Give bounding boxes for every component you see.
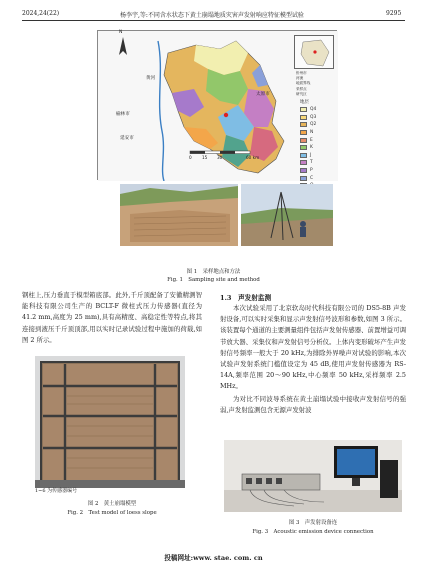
figure2-caption-cn: 图 2 黄土崩塌模型 (87, 501, 137, 507)
sampling-photo (241, 184, 333, 246)
strata-legend-item (300, 114, 316, 122)
inset-legend (296, 71, 310, 97)
header-volume: 2024,24(22) (22, 10, 60, 17)
inset-legend-boundary: 地质界线 (296, 81, 311, 86)
section-paragraph-1: 本次试验采用了北京软岛时代科技有限公司的 DS5-8B 声发射设备,可以实时采集和显示声发射信号波形和参数,如图 3 所示。该装置每个通道的主要测量组件包括声发射传感器、前置增益可调节放大器、采集仪和声发射信号分析仪。上体内变形破坏产生声发射信号频率一般大于 20 kHz,为排除外界噪声对试验的影响,本次试验声发射系统门槛值设定为 45 dB,使用声发射传感器为 RS-14A,频率范围 20～90 kHz,中心频率 50 kHz,采样频率 2.5 MHz。 (220, 304, 406, 391)
strata-legend-swatch (300, 153, 307, 158)
strata-legend-item (300, 106, 316, 114)
left-paragraph: 钢柱上,压力垂直于模型箱底部。此外,千斤顶配备了安徽精测智能科技有限公司生产的 BCLT-F 微柱式压力传感器(直径为 41.2 mm,高度为 25 mm),具有高精度、高稳定性等特点,将其连接到液压千斤顶顶部,用以实时记录试验过程中施加的荷载,如图 2 所示。 (22, 291, 202, 344)
loess-model-photo (35, 356, 185, 488)
inset-map (294, 35, 334, 69)
strata-legend-item (300, 159, 316, 167)
figure2-photo-note: 1~6 为传感器编号 (35, 488, 78, 494)
strata-legend-item (300, 136, 316, 144)
strata-legend-label: N (310, 130, 314, 136)
strata-legend-swatch (300, 130, 307, 135)
strata-legend-title: 地层 (300, 100, 309, 105)
header-title: 杨李宇,等:不同含水状态下黄土崩塌地质灾害声发射响应特征模型试验 (120, 12, 304, 19)
map-label-yanan: 延安市 (120, 136, 134, 141)
slope-photo (120, 184, 238, 246)
header-page-number: 9295 (386, 10, 402, 17)
strata-legend-item (300, 121, 316, 129)
scalebar-label-60: 60 km (246, 155, 260, 160)
inset-legend-river: 河流 (296, 76, 304, 81)
strata-legend-item (300, 144, 316, 152)
scalebar-label-0: 0 (189, 155, 192, 160)
strata-legend-swatch (300, 122, 307, 127)
map-label-yellow-river: 黄河 (146, 76, 156, 81)
section-paragraph-2: 为对比不同波导系统在黄土崩塌试验中接收声发射信号的强弱,声发射监测包含无源声发射波 (220, 394, 406, 414)
inset-legend-city: 忻州市 (296, 71, 307, 75)
strata-legend-swatch (300, 138, 307, 143)
north-label: N (119, 30, 123, 35)
scalebar-label-30: 30 (217, 155, 223, 160)
figure3-caption-en: Fig. 3 Acoustic emission device connection (252, 529, 374, 535)
left-column-text (22, 290, 202, 346)
study-area-map (97, 30, 337, 180)
right-column-text (220, 303, 406, 416)
strata-legend-label: K (310, 145, 313, 151)
strata-legend-item (300, 167, 316, 175)
strata-legend-label: E (310, 137, 313, 143)
section-heading: 1.3 声发射监测 (220, 294, 272, 302)
strata-legend-item (300, 129, 316, 137)
figure1-caption-cn: 图 1 采样地点和方法 (186, 269, 241, 275)
strata-legend-label: J (310, 152, 312, 158)
strata-legend-swatch (300, 160, 307, 165)
strata-legend-label: P (310, 168, 313, 174)
figure3-caption-cn: 图 3 声发射设备连 (288, 520, 338, 526)
strata-legend-label: C (310, 175, 314, 181)
figure2-caption-en: Fig. 2 Test model of loess slope (67, 510, 157, 516)
strata-legend-swatch (300, 107, 307, 112)
inset-legend-sample: 采样点 (296, 86, 307, 91)
header-rule (22, 20, 405, 21)
strata-legend-swatch (300, 176, 307, 181)
strata-legend-swatch (300, 168, 307, 173)
strata-legend-label: Q3 (310, 114, 317, 120)
strata-legend-item (300, 174, 316, 182)
strata-legend-label: Q4 (310, 107, 317, 113)
strata-legend-swatch (300, 145, 307, 150)
north-arrow-icon (114, 35, 132, 59)
scalebar-label-15: 15 (202, 155, 208, 160)
inset-legend-study-area: 研究区 (296, 91, 307, 96)
map-label-yulin: 榆林市 (116, 112, 130, 117)
ae-equipment-photo (224, 440, 402, 512)
strata-legend-label: Q2 (310, 122, 317, 128)
strata-legend-item (300, 152, 316, 160)
strata-legend-swatch (300, 115, 307, 120)
footer-url: 投稿网址:www. stae. com. cn (164, 554, 263, 562)
map-label-taiyuan: 太原市 (256, 92, 270, 97)
strata-legend-label: T (310, 160, 313, 166)
figure1-caption-en: Fig. 1 Sampling site and method (167, 277, 260, 283)
